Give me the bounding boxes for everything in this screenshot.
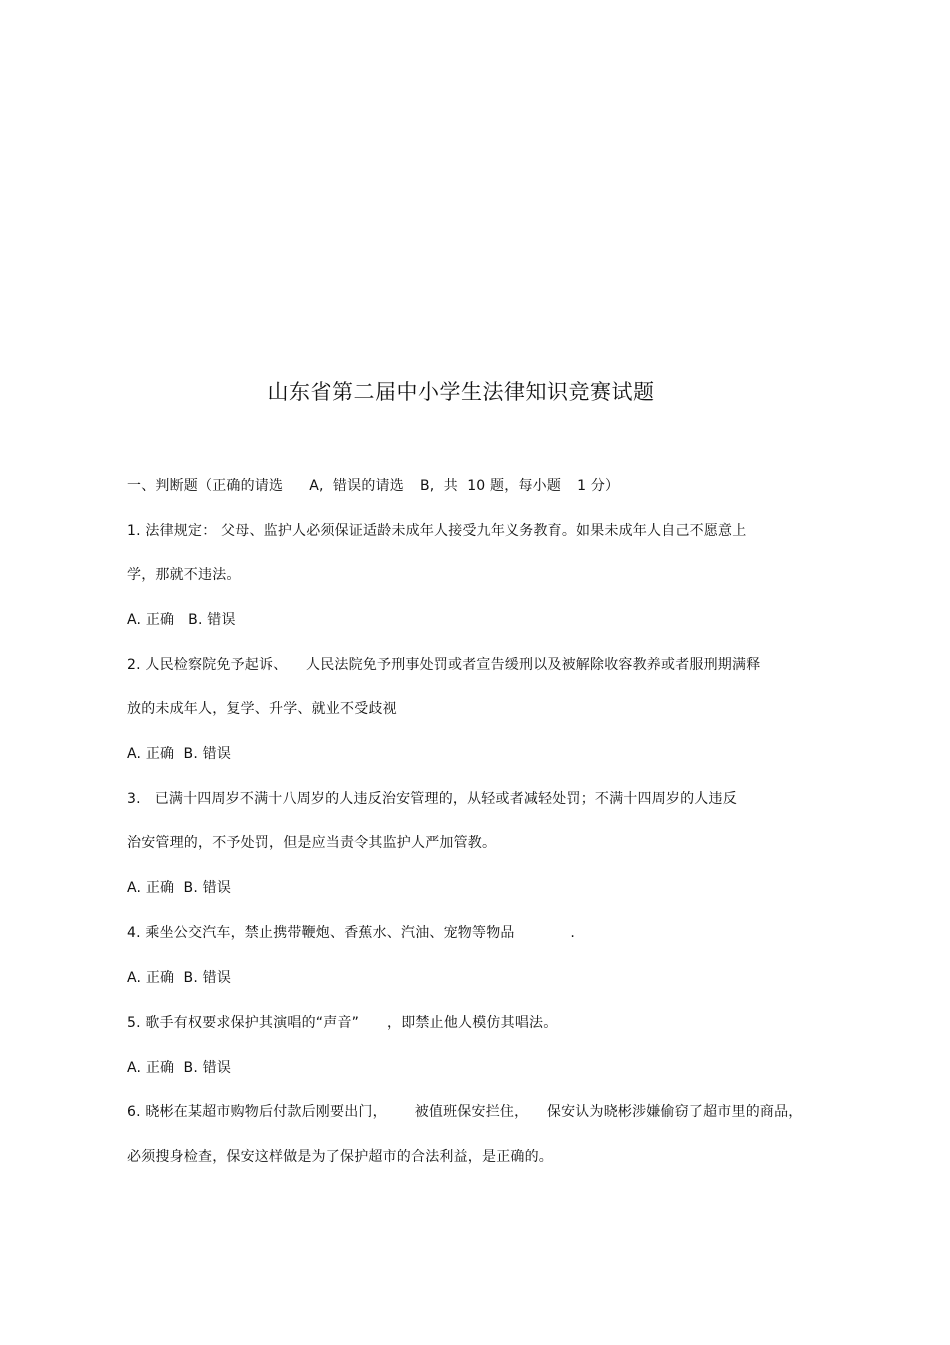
question-5-options: A. 正确 B. 错误 — [127, 1060, 232, 1076]
question-6-line-2: 必须搜身检查，保安这样做是为了保护超市的合法利益，是正确的。 — [127, 1149, 553, 1165]
question-4-options: A. 正确 B. 错误 — [127, 970, 232, 986]
section-heading-part3: B, 共 10 题，每小题 — [419, 478, 562, 494]
section-heading-part4: 1 分） — [577, 478, 620, 494]
page-title: 山东省第二届中小学生法律知识竞赛试题 — [267, 380, 655, 404]
question-4-line-1: 4. 乘坐公交汽车，禁止携带鞭炮、香蕉水、汽油、宠物等物品 . — [127, 925, 576, 941]
question-2-line-2: 放的未成年人，复学、升学、就业不受歧视 — [127, 701, 397, 717]
question-3-options: A. 正确 B. 错误 — [127, 880, 232, 896]
question-1-options: A. 正确 B. 错误 — [127, 612, 236, 628]
question-2-options: A. 正确 B. 错误 — [127, 746, 232, 762]
question-3-line-1: 3. 已满十四周岁不满十八周岁的人违反治安管理的，从轻或者减轻处罚；不满十四周岁的人违反 — [127, 791, 737, 807]
question-1-line-1: 1. 法律规定： 父母、监护人必须保证适龄未成年人接受九年义务教育。如果未成年人自己不愿意上 — [127, 523, 747, 539]
section-heading-part1: 一、判断题（正确的请选 — [127, 478, 284, 494]
section-heading — [127, 476, 619, 496]
question-1-line-2: 学，那就不违法。 — [127, 567, 241, 583]
section-heading-part2: A, 错误的请选 — [309, 478, 404, 494]
question-2-line-1: 2. 人民检察院免予起诉、 人民法院免予刑事处罚或者宣告缓刑以及被解除收容教养或者服刑期满释 — [127, 657, 761, 673]
question-5-line-1: 5. 歌手有权要求保护其演唱的“声音” ，即禁止他人模仿其唱法。 — [127, 1015, 558, 1031]
question-3-line-2: 治安管理的，不予处罚，但是应当责令其监护人严加管教。 — [127, 835, 497, 851]
question-6-line-1: 6. 晓彬在某超市购物后付款后刚要出门， 被值班保安拦住， 保安认为晓彬涉嫌偷窃了超市里的商品， — [127, 1104, 803, 1120]
